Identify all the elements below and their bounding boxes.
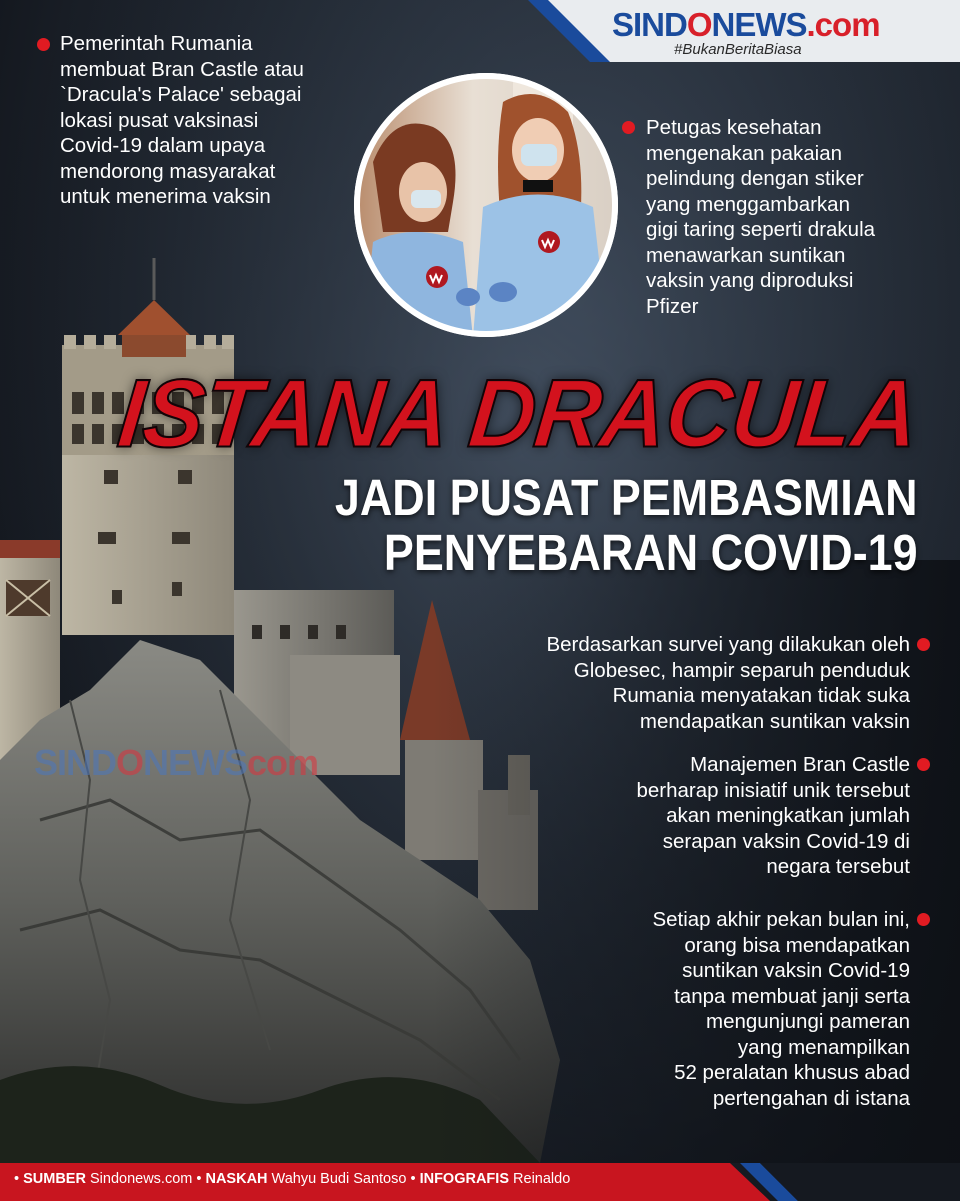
- brand-logo-text: [612, 8, 952, 42]
- footer-separator: •: [410, 1171, 416, 1187]
- watermark-part: O: [116, 742, 144, 783]
- footer-separator: •: [196, 1171, 202, 1187]
- logo-part-left: SIND: [612, 6, 687, 43]
- bullet-line: Covid-19 dalam upaya: [60, 134, 266, 157]
- watermark-part: NEWS: [143, 742, 248, 783]
- watermark-logo: [34, 742, 318, 784]
- footer-naskah-label: NASKAH: [205, 1171, 268, 1187]
- watermark-part: com: [247, 742, 319, 783]
- bullet-line: Rumania menyatakan tidak suka: [612, 684, 910, 707]
- bullet-line: untuk menerima vaksin: [60, 185, 271, 208]
- headline-white-line-1: JADI PUSAT PEMBASMIAN: [335, 469, 918, 526]
- logo-suffix: .com: [806, 6, 880, 43]
- bullet-line: mengunjungi pameran: [706, 1010, 910, 1033]
- bullet-line: mengenakan pakaian: [646, 141, 843, 165]
- bullet-top-1: [60, 31, 360, 210]
- bullet-line: `Dracula's Palace' sebagai: [60, 83, 302, 106]
- bullet-line: Manajemen Bran Castle: [690, 753, 910, 776]
- footer-infografis-value: Reinaldo: [513, 1171, 571, 1187]
- brand-logo: [612, 8, 952, 60]
- brand-tagline: #BukanBeritaBiasa: [674, 41, 802, 58]
- bullet-dot-icon: [37, 38, 50, 51]
- headline: [113, 360, 924, 581]
- bullet-line: berharap inisiatif unik tersebut: [636, 778, 910, 802]
- bullet-line: Petugas kesehatan: [646, 116, 822, 139]
- bullet-line: akan meningkatkan jumlah: [666, 804, 910, 827]
- bullet-line: yang menggambarkan: [646, 192, 850, 216]
- bullet-top-2: [646, 115, 946, 319]
- bullet-line: Globesec, hampir separuh penduduk: [573, 658, 910, 682]
- bullet-line: pelindung dengan stiker: [646, 167, 864, 190]
- bullet-dot-icon: [917, 758, 930, 771]
- logo-part-mid: O: [686, 6, 712, 43]
- bullet-line: Pfizer: [646, 294, 699, 318]
- bullet-line: suntikan vaksin Covid-19: [682, 959, 910, 982]
- footer-sumber-value: Sindonews.com: [89, 1171, 193, 1187]
- bullet-line: vaksin yang diproduksi: [646, 269, 854, 292]
- bullet-line: lokasi pusat vaksinasi: [60, 108, 259, 132]
- bullet-line: Berdasarkan survei yang dilakukan oleh: [546, 633, 910, 656]
- bullet-bottom-2: [450, 752, 910, 880]
- bullet-line: Pemerintah Rumania: [60, 32, 253, 55]
- logo-part-right: NEWS: [711, 6, 807, 43]
- bullet-line: tanpa membuat janji serta: [674, 984, 910, 1008]
- bullet-line: 52 peralatan khusus abad: [674, 1061, 910, 1084]
- bullet-line: menawarkan suntikan: [646, 243, 846, 267]
- footer-sumber-label: SUMBER: [23, 1171, 86, 1187]
- bullet-line: yang menampilkan: [737, 1035, 910, 1059]
- bullet-line: Setiap akhir pekan bulan ini,: [652, 908, 910, 931]
- watermark-part: SIND: [34, 742, 117, 783]
- footer-credits: [14, 1171, 570, 1187]
- bullet-line: mendapatkan suntikan vaksin: [639, 709, 910, 733]
- footer-separator: •: [14, 1171, 20, 1187]
- bullet-line: orang bisa mendapatkan: [684, 933, 910, 957]
- bullet-bottom-3: [450, 907, 910, 1111]
- bullet-line: gigi taring seperti drakula: [646, 218, 876, 241]
- bullet-dot-icon: [622, 121, 635, 134]
- bullet-line: mendorong masyarakat: [60, 159, 276, 183]
- bullet-bottom-1: [450, 632, 910, 734]
- headline-red: ISTANA DRACULA: [113, 360, 924, 468]
- bullet-line: serapan vaksin Covid-19 di: [662, 829, 910, 853]
- bullet-dot-icon: [917, 638, 930, 651]
- bullet-dot-icon: [917, 913, 930, 926]
- footer-naskah-value: Wahyu Budi Santoso: [271, 1171, 407, 1187]
- bullet-line: negara tersebut: [766, 855, 910, 878]
- headline-white-line-2: PENYEBARAN COVID-19: [384, 524, 918, 581]
- bullet-line: membuat Bran Castle atau: [60, 57, 304, 81]
- nurses-photo-circle: [353, 72, 619, 338]
- bullet-line: pertengahan di istana: [712, 1086, 910, 1110]
- footer-infografis-label: INFOGRAFIS: [419, 1171, 509, 1187]
